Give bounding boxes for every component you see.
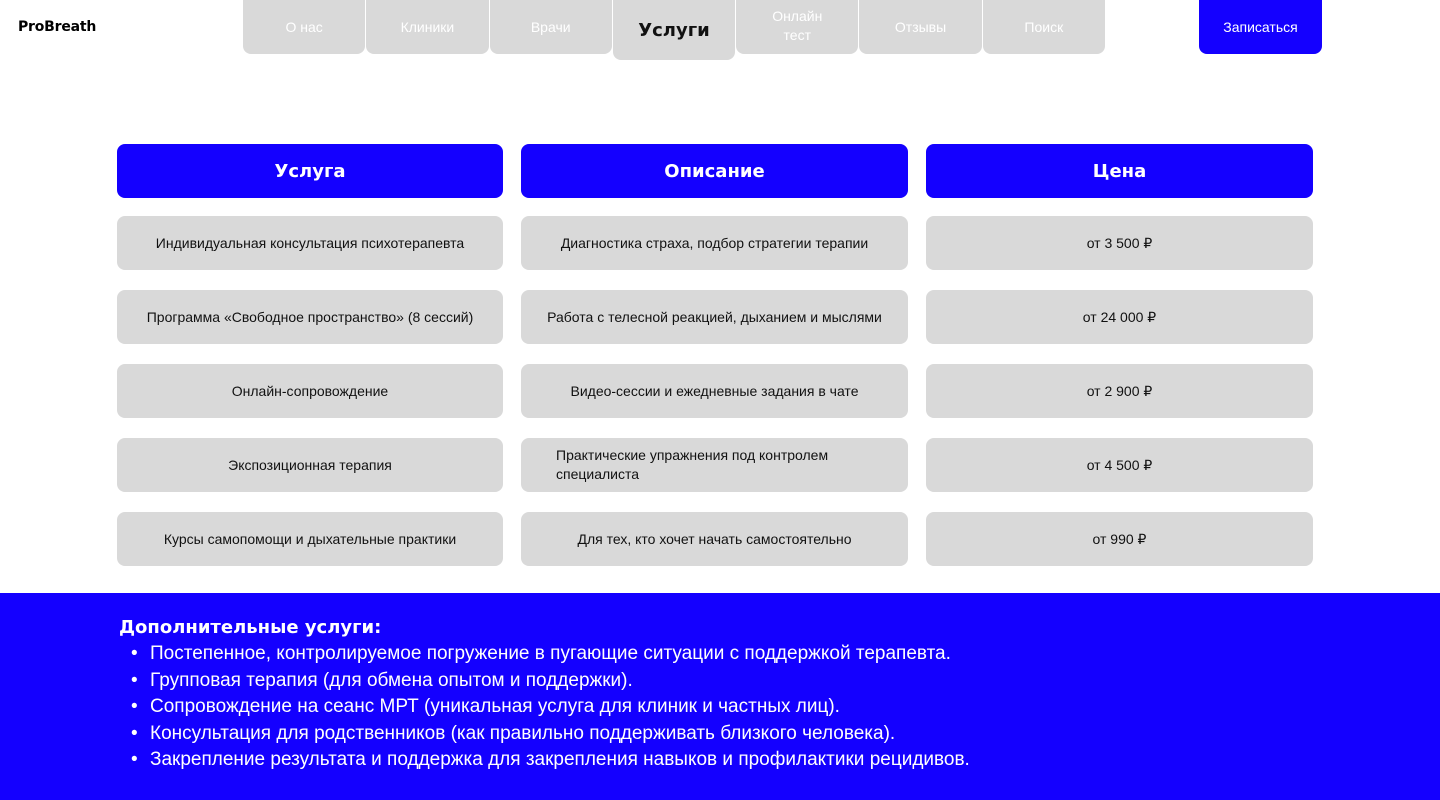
price-cell: от 4 500 ₽ (926, 438, 1313, 492)
additional-services-section (0, 593, 1440, 800)
description-cell: Для тех, кто хочет начать самостоятельно (521, 512, 908, 566)
top-nav (243, 0, 1105, 54)
nav-item-reviews[interactable] (859, 0, 981, 54)
bullet-icon: • (131, 643, 138, 664)
table-row (117, 438, 1313, 492)
list-item-text: Консультация для родственников (как правильно поддерживать близкого человека). (150, 722, 896, 744)
service-cell: Онлайн-сопровождение (117, 364, 503, 418)
bullet-icon: • (131, 669, 138, 691)
services-table (117, 144, 1313, 586)
list-item-text: Постепенное, контролируемое погружение в пугающие ситуации с поддержкой терапевта. (150, 643, 951, 664)
list-item (119, 668, 1440, 695)
service-cell: Курсы самопомощи и дыхательные практики (117, 512, 503, 566)
description-cell: Работа с телесной реакцией, дыханием и мыслями (521, 290, 908, 344)
description-cell: Практические упражнения под контролем специалиста (521, 438, 908, 492)
description-cell: Диагностика страха, подбор стратегии терапии (521, 216, 908, 270)
nav-item-label: Поиск (1024, 18, 1064, 35)
table-row (117, 290, 1313, 344)
nav-item-label: Врачи (530, 18, 571, 35)
table-body (117, 216, 1313, 566)
nav-item-label: Онлайн тест (772, 8, 823, 43)
nav-item-doctors[interactable] (490, 0, 612, 54)
nav-item-label: О нас (285, 18, 323, 35)
table-row (117, 216, 1313, 270)
nav-item-search[interactable] (983, 0, 1105, 54)
list-item-text: Групповая терапия (для обмена опытом и поддержки). (150, 669, 633, 691)
nav-item-online-test[interactable] (736, 0, 858, 54)
price-cell: от 990 ₽ (926, 512, 1313, 566)
nav-item-label: Клиники (400, 18, 455, 35)
service-cell: Индивидуальная консультация психотерапевта (117, 216, 503, 270)
table-header-row (117, 144, 1313, 198)
bullet-icon: • (131, 696, 138, 717)
additional-services-list (119, 641, 1440, 774)
header-price: Цена (926, 144, 1313, 198)
price-cell: от 3 500 ₽ (926, 216, 1313, 270)
bullet-icon: • (131, 749, 138, 770)
description-cell: Видео-сессии и ежедневные задания в чате (521, 364, 908, 418)
nav-item-clinics[interactable] (366, 0, 488, 54)
additional-services-title: Дополнительные услуги: (119, 617, 382, 638)
nav-item-label: Услуги (638, 19, 710, 41)
service-cell: Экспозиционная терапия (117, 438, 503, 492)
table-row (117, 512, 1313, 566)
price-cell: от 2 900 ₽ (926, 364, 1313, 418)
list-item-text: Закрепление результата и поддержка для закрепления навыков и профилактики рецидивов. (150, 749, 970, 770)
nav-item-services[interactable] (613, 0, 735, 60)
nav-item-label: Отзывы (894, 18, 947, 35)
list-item (119, 641, 1440, 668)
list-item (119, 694, 1440, 721)
table-row (117, 364, 1313, 418)
service-cell: Программа «Свободное пространство» (8 сессий) (117, 290, 503, 344)
list-item-text: Сопровождение на сеанс МРТ (уникальная услуга для клиник и частных лиц). (150, 696, 840, 717)
list-item (119, 721, 1440, 748)
header-description: Описание (521, 144, 908, 198)
bullet-icon: • (131, 722, 138, 744)
nav-item-about[interactable] (243, 0, 365, 54)
header-service: Услуга (117, 144, 503, 198)
brand-logo[interactable]: ProBreath (18, 19, 97, 35)
book-appointment-button[interactable]: Записаться (1199, 0, 1322, 54)
list-item (119, 747, 1440, 774)
price-cell: от 24 000 ₽ (926, 290, 1313, 344)
